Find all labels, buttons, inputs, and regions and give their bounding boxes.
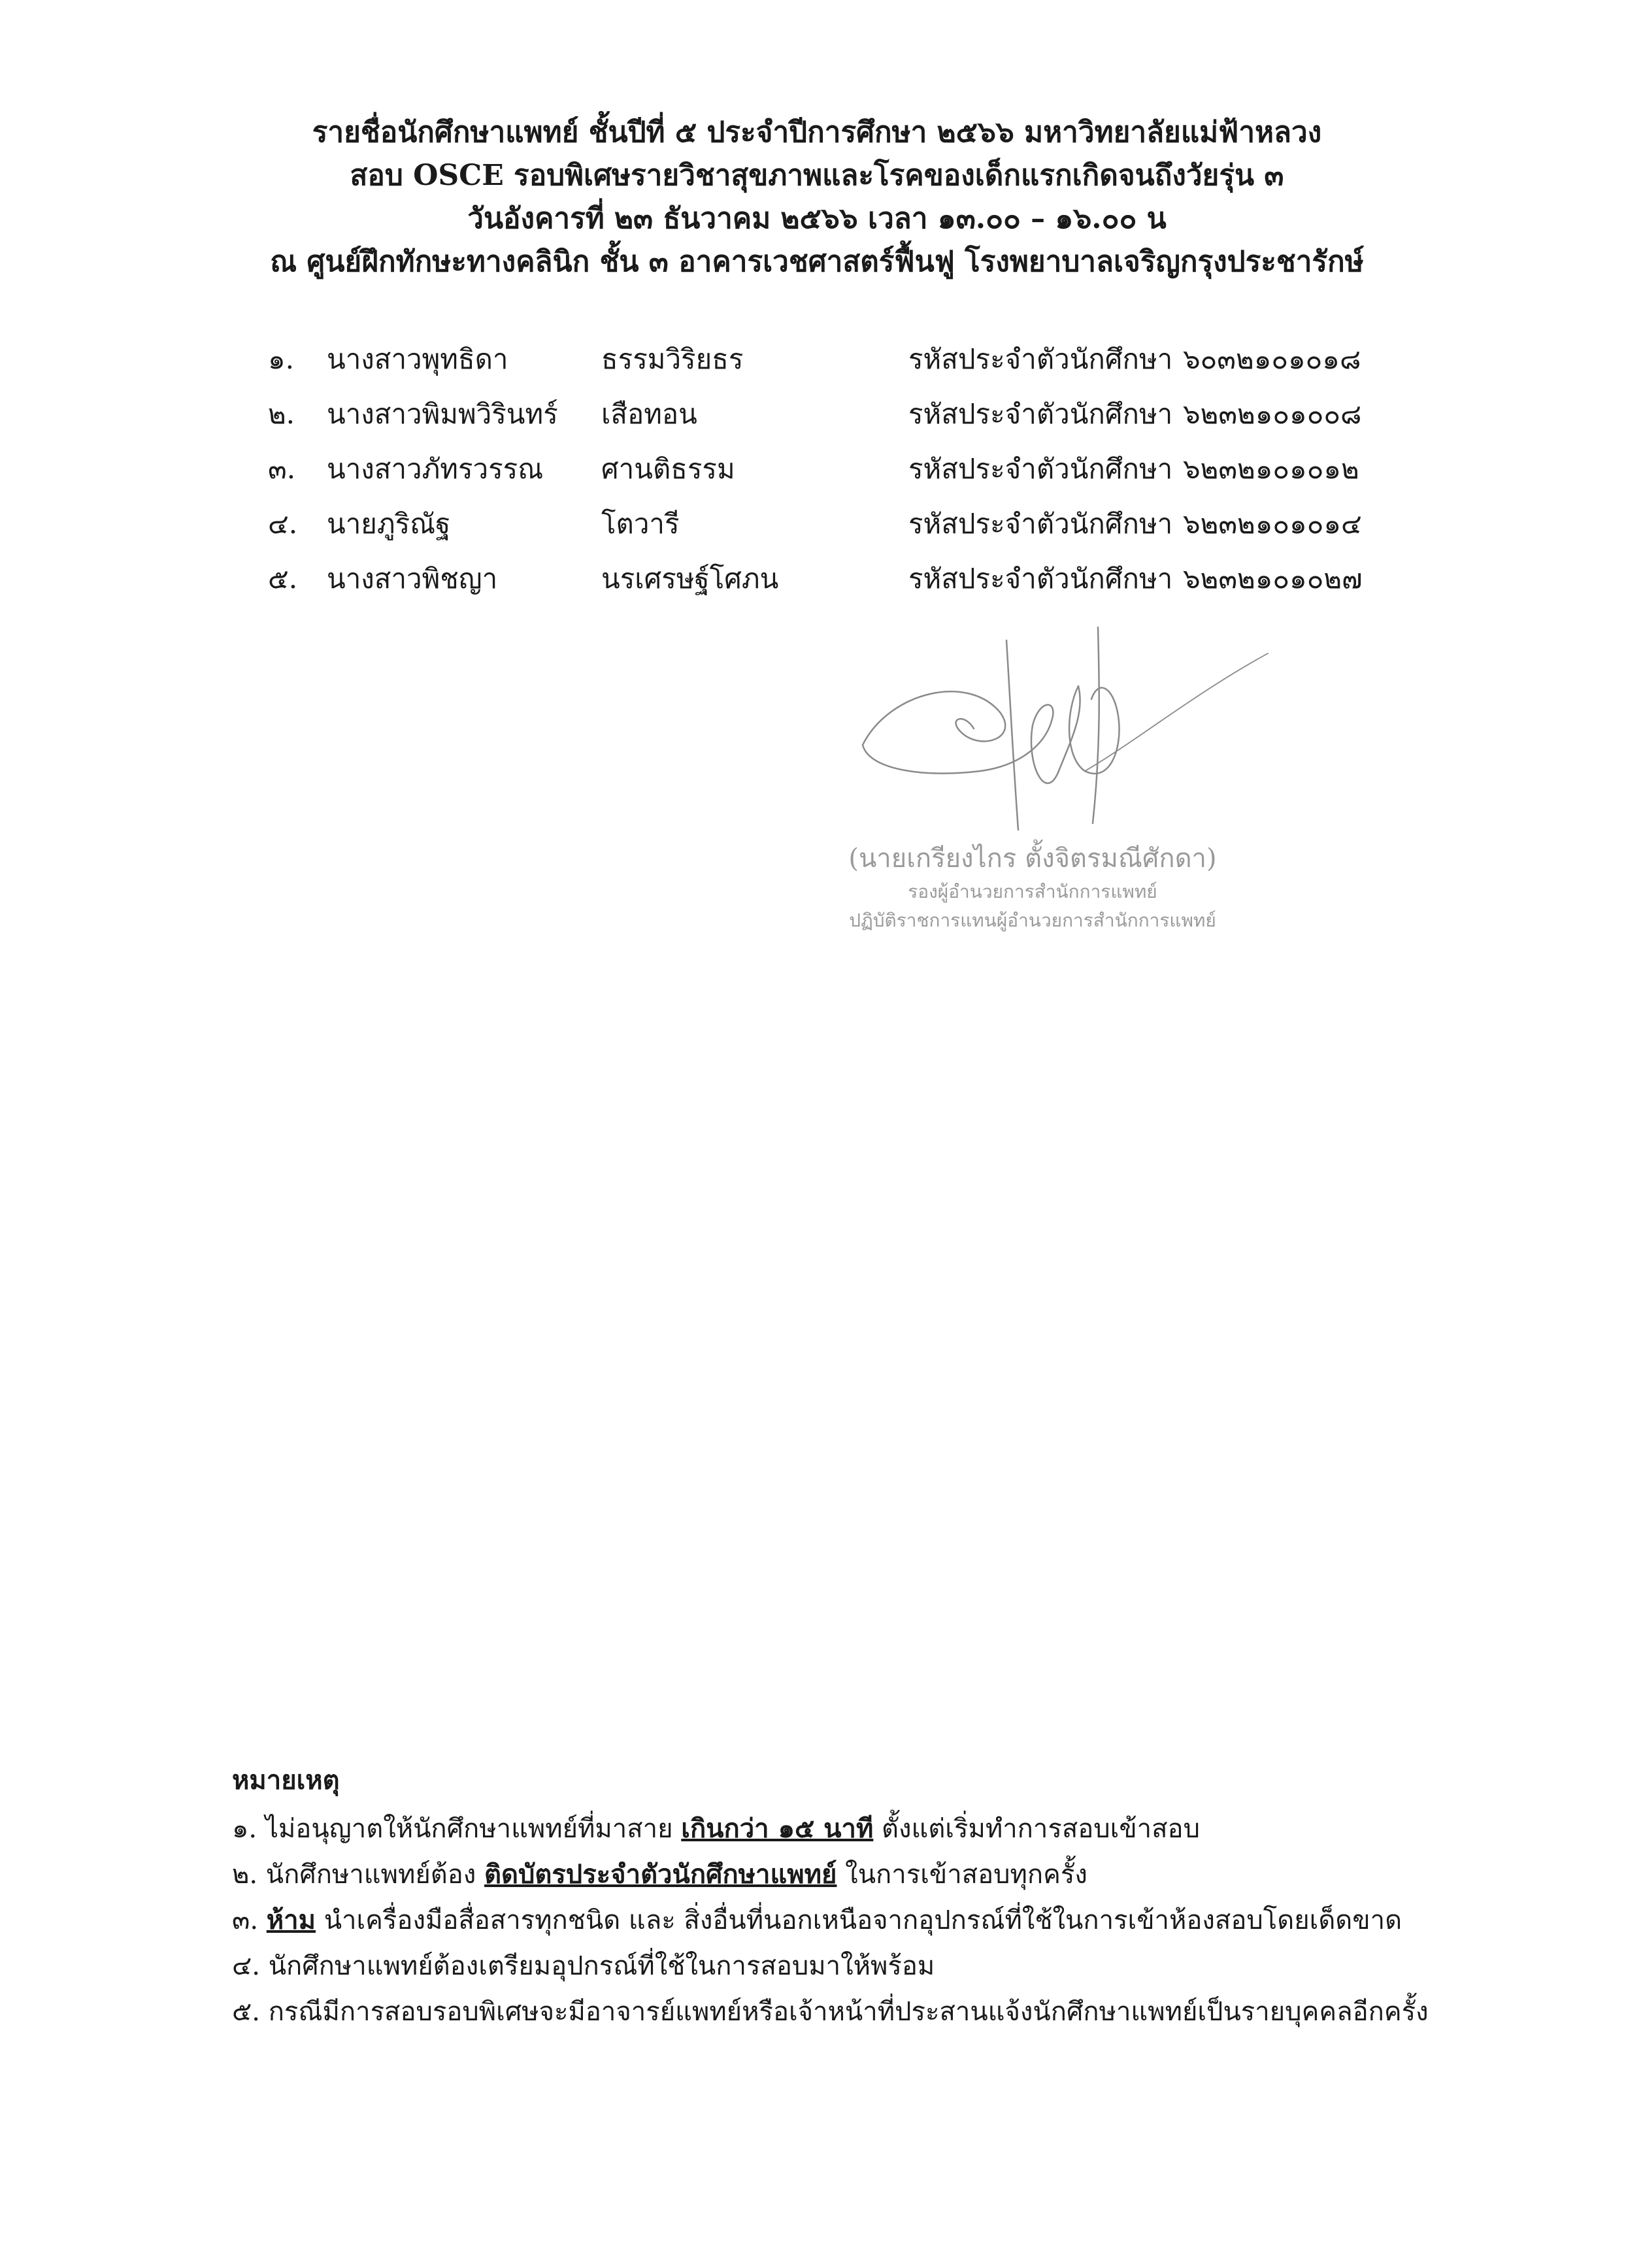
student-id-label: รหัสประจำตัวนักศึกษา bbox=[908, 508, 1173, 540]
student-name: นางสาวภัทรวรรณ bbox=[327, 453, 544, 485]
student-row bbox=[268, 395, 1418, 450]
note-item-5: ๕. กรณีมีการสอบรอบพิเศษจะมีอาจารย์แพทย์หรือเจ้าหน้าที่ประสานแจ้งนักศึกษาแพทย์เป็นรายบุคคลอีกครั้ง bbox=[232, 1997, 1429, 2027]
note-text: นำเครื่องมือสื่อสารทุกชนิด และ สิ่งอื่นที่นอกเหนือจากอุปกรณ์ที่ใช้ในการเข้าห้องสอบโดยเด็ดขาด bbox=[315, 1905, 1402, 1935]
note-item-1 bbox=[232, 1809, 1474, 1855]
student-number: ๓. bbox=[268, 453, 296, 485]
note-emphasis: ห้าม bbox=[266, 1905, 316, 1935]
student-row bbox=[268, 504, 1418, 559]
student-id: ๖๐๓๒๑๐๑๐๑๘ bbox=[1183, 343, 1361, 375]
student-name: นางสาวพุทธิดา bbox=[327, 343, 508, 375]
handwritten-signature bbox=[850, 614, 1307, 849]
student-number: ๔. bbox=[268, 508, 298, 540]
student-id-label: รหัสประจำตัวนักศึกษา bbox=[908, 398, 1173, 430]
student-surname: ศานติธรรม bbox=[601, 453, 735, 485]
header-line-4: ณ ศูนย์ฝึกทักษะทางคลินิก ชั้น ๓ อาคารเวชศาสตร์ฟื้นฟู โรงพยาบาลเจริญกรุงประชารักษ์ bbox=[270, 245, 1364, 278]
student-surname: ธรรมวิริยธร bbox=[601, 343, 744, 375]
note-text: ๓. bbox=[232, 1905, 267, 1935]
student-number: ๑. bbox=[268, 343, 295, 375]
document-header bbox=[196, 111, 1438, 284]
signature-block bbox=[771, 840, 1294, 935]
student-surname: โตวารี bbox=[601, 508, 680, 540]
header-line-2: สอบ OSCE รอบพิเศษรายวิชาสุขภาพและโรคของเด็กแรกเกิดจนถึงวัยรุ่น ๓ bbox=[350, 159, 1284, 192]
student-list bbox=[268, 340, 1418, 614]
student-id-label: รหัสประจำตัวนักศึกษา bbox=[908, 453, 1173, 485]
student-id-label: รหัสประจำตัวนักศึกษา bbox=[908, 563, 1173, 595]
note-item-2 bbox=[232, 1855, 1474, 1901]
signatory-name: (นายเกรียงไกร ตั้งจิตรมณีศักดา) bbox=[848, 844, 1217, 874]
note-text: ในการเข้าสอบทุกครั้ง bbox=[837, 1860, 1087, 1890]
student-id: ๖๒๓๒๑๐๑๐๑๔ bbox=[1183, 508, 1362, 540]
student-number: ๕. bbox=[268, 563, 298, 595]
signatory-position: รองผู้อำนวยการสำนักการแพทย์ bbox=[908, 881, 1157, 902]
student-surname: เสือทอน bbox=[601, 398, 697, 430]
notes-section bbox=[232, 1761, 1474, 2038]
note-item-4: ๔. นักศึกษาแพทย์ต้องเตรียมอุปกรณ์ที่ใช้ในการสอบมาให้พร้อม bbox=[232, 1951, 935, 1981]
header-line-3: วันอังคารที่ ๒๓ ธันวาคม ๒๕๖๖ เวลา ๑๓.๐๐ – ๑๖.๐๐ น bbox=[467, 202, 1167, 235]
student-row bbox=[268, 559, 1418, 614]
note-text: ๑. ไม่อนุญาตให้นักศึกษาแพทย์ที่มาสาย bbox=[232, 1814, 682, 1844]
note-emphasis: ติดบัตรประจำตัวนักศึกษาแพทย์ bbox=[484, 1859, 837, 1890]
notes-title: หมายเหตุ bbox=[232, 1765, 340, 1796]
student-row bbox=[268, 450, 1418, 504]
signatory-acting-position: ปฏิบัติราชการแทนผู้อำนวยการสำนักการแพทย์ bbox=[849, 910, 1216, 931]
student-name: นางสาวพิชญา bbox=[327, 563, 498, 595]
student-surname: นรเศรษฐ์โศภน bbox=[601, 563, 779, 595]
note-text: ตั้งแต่เริ่มทำการสอบเข้าสอบ bbox=[873, 1814, 1200, 1844]
header-line-1: รายชื่อนักศึกษาแพทย์ ชั้นปีที่ ๕ ประจำปีการศึกษา ๒๕๖๖ มหาวิทยาลัยแม่ฟ้าหลวง bbox=[312, 116, 1322, 149]
student-id: ๖๒๓๒๑๐๑๐๐๘ bbox=[1183, 398, 1362, 430]
student-id: ๖๒๓๒๑๐๑๐๒๗ bbox=[1183, 563, 1363, 595]
student-name: นางสาวพิมพวิรินทร์ bbox=[327, 398, 558, 430]
note-text: ๒. นักศึกษาแพทย์ต้อง bbox=[232, 1860, 484, 1890]
note-item-3 bbox=[232, 1901, 1474, 1947]
student-number: ๒. bbox=[268, 398, 295, 430]
student-name: นายภูริณัฐ bbox=[327, 508, 451, 540]
student-row bbox=[268, 340, 1418, 395]
student-id-label: รหัสประจำตัวนักศึกษา bbox=[908, 343, 1173, 375]
note-emphasis: เกินกว่า ๑๕ นาที bbox=[681, 1813, 874, 1844]
student-id: ๖๒๓๒๑๐๑๐๑๒ bbox=[1183, 453, 1359, 485]
